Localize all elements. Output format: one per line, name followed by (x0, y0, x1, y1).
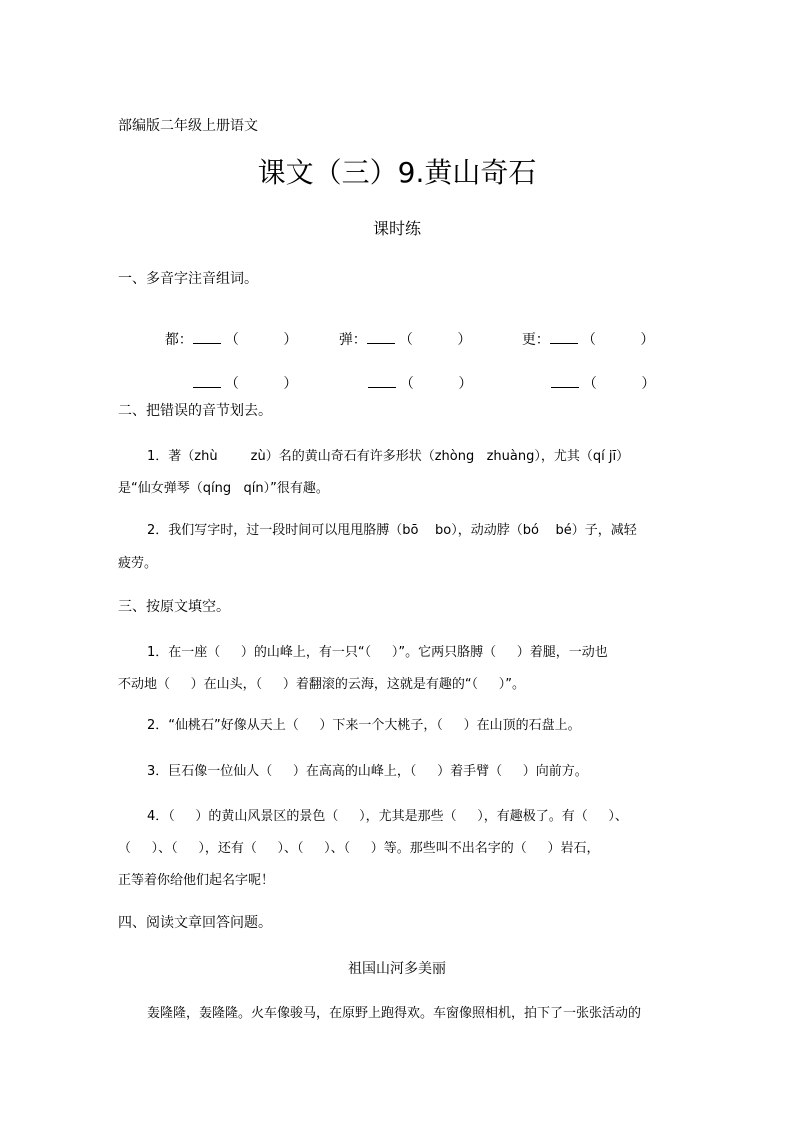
grade-label: 部编版二年级上册语文 (118, 118, 258, 134)
answer-paren[interactable]: （ ） (582, 376, 656, 392)
page-title: 课文（三）9.黄山奇石 (257, 156, 537, 189)
answer-blank[interactable] (368, 375, 396, 388)
question-text: 疲劳。 (118, 556, 158, 571)
polyphone-char: 弹： (338, 332, 367, 348)
passage-text: 轰隆隆，轰隆隆。火车像骏马，在原野上跑得欢。车窗像照相机，拍下了一张张活动的 (147, 1006, 642, 1021)
answer-blank[interactable] (193, 331, 221, 344)
answer-blank[interactable] (367, 331, 395, 344)
question-text: （ ）、（ ），还有（ ）、（ ）、（ ）等。那些叫不出名字的（ ）岩石， (118, 841, 600, 856)
polyphone-item (533, 357, 655, 411)
answer-paren[interactable]: （ ） (399, 376, 473, 392)
question-text: 4．（ ）的黄山风景区的景色（ ），尤其是那些（ ），有趣极了。有（ ）、 (147, 809, 628, 824)
answer-paren[interactable]: （ ） (224, 332, 298, 348)
question-text: 1．在一座（ ）的山峰上，有一只“（ ）”。它两只胳膊（ ）着腿，一动也 (147, 645, 608, 660)
question-text: 正等着你给他们起名字呢！ (118, 873, 275, 888)
question-text: 不动地（ ）在山头，（ ）着翻滚的云海，这就是有趣的“（ ）”。 (118, 677, 525, 692)
answer-paren[interactable]: （ ） (398, 332, 472, 348)
passage-title: 祖国山河多美丽 (348, 961, 446, 977)
section-1-heading: 一、多音字注音组词。 (118, 271, 258, 287)
answer-paren[interactable]: （ ） (581, 332, 655, 348)
polyphone-char: 都： (164, 332, 193, 348)
answer-blank[interactable] (193, 375, 221, 388)
question-text: 2．“仙桃石”好像从天上（ ）下来一个大桃子，（ ）在山顶的石盘上。 (147, 718, 581, 733)
answer-paren[interactable]: （ ） (224, 376, 298, 392)
page-subtitle: 课时练 (372, 219, 421, 238)
section-3-heading: 三、按原文填空。 (118, 599, 230, 615)
question-text: 1．著（zhù zù）名的黄山奇石有许多形状（zhòng zhuàng），尤其（qí jī） (147, 449, 630, 464)
polyphone-item (350, 357, 472, 411)
question-text: 3．巨石像一位仙人（ ）在高高的山峰上，（ ）着手臂（ ）向前方。 (147, 764, 588, 779)
answer-blank[interactable] (551, 375, 579, 388)
question-text: 2．我们写字时，过一段时间可以甩甩胳膊（bō bo），动动脖（bó bé）子，减轻 (147, 523, 637, 538)
answer-blank[interactable] (550, 331, 578, 344)
section-2-heading: 二、把错误的音节划去。 (118, 403, 272, 419)
polyphone-char: 更： (521, 332, 550, 348)
question-text: 是“仙女弹琴（qíng qín）”很有趣。 (118, 481, 329, 496)
section-4-heading: 四、阅读文章回答问题。 (118, 915, 272, 931)
